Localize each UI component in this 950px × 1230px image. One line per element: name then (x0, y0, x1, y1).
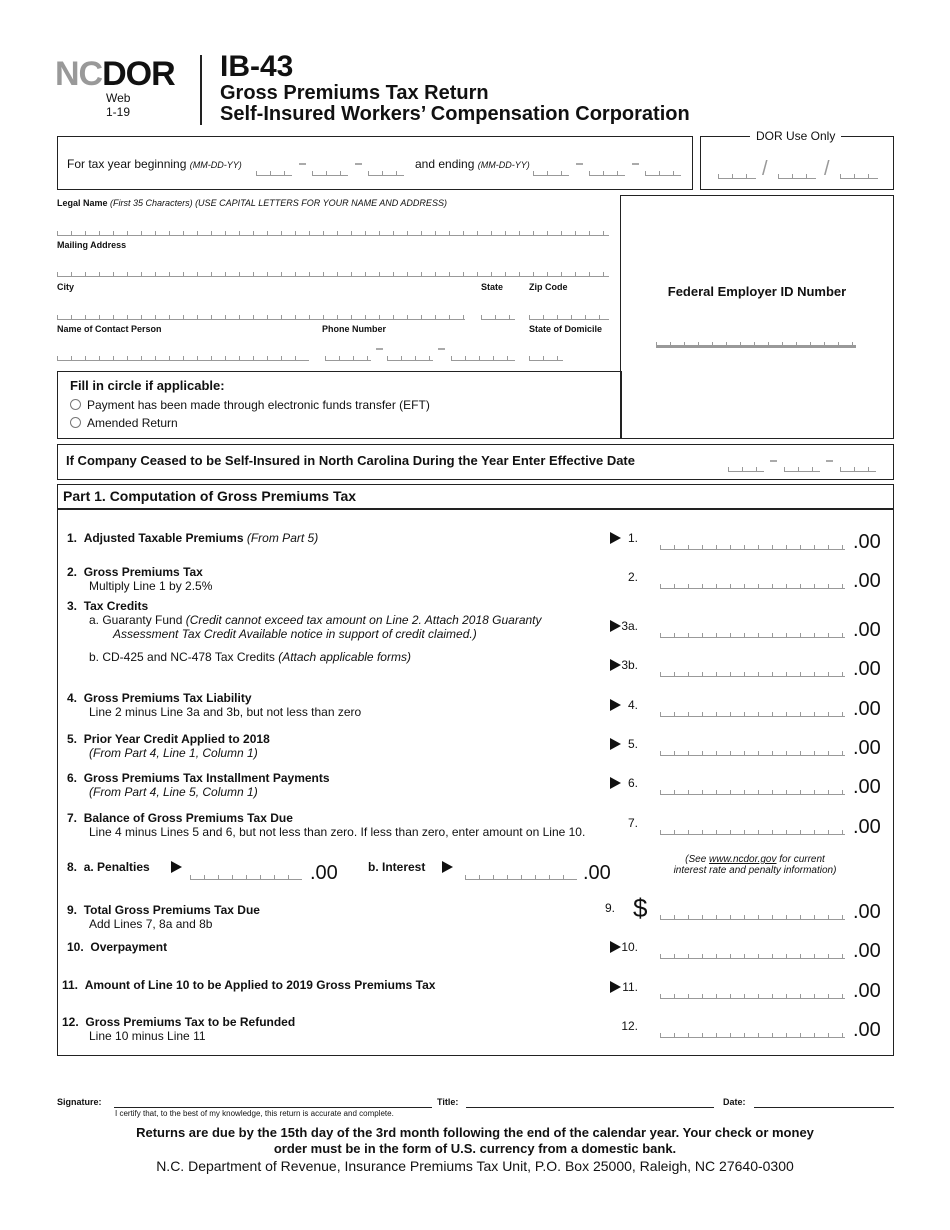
form-number: IB-43 (220, 50, 294, 83)
cents-label: .00 (583, 862, 611, 884)
web-label: Web (106, 91, 131, 105)
domicile-field[interactable] (529, 355, 563, 361)
line-8-label: 8. a. Penalties (67, 860, 150, 874)
cents-label: .00 (853, 816, 881, 838)
amount-field-l9[interactable] (660, 914, 845, 920)
amount-field-l2[interactable] (660, 583, 845, 589)
amended-radio[interactable] (70, 417, 81, 428)
amount-field-l3b[interactable] (660, 671, 845, 677)
signature-field[interactable] (114, 1107, 432, 1108)
begin-dd-field[interactable] (312, 170, 348, 176)
due-notice-1: Returns are due by the 15th day of the 3rd month following the end of the calendar year. Your check or money (136, 1125, 814, 1140)
line-ref-l12: 12. (621, 1019, 638, 1033)
line-ref-l7: 7. (627, 816, 638, 830)
cents-label: .00 (853, 901, 881, 923)
cents-label: .00 (853, 737, 881, 759)
logo-dor: DOR (102, 55, 175, 93)
cents-label: .00 (310, 862, 338, 884)
line-7-label: 7. Balance of Gross Premiums Tax Due Line 4 minus Lines 5 and 6, but not less than zero. If less than zero, enter amount on Line 10. (67, 811, 586, 839)
cents-label: .00 (853, 940, 881, 962)
phone-label: Phone Number (322, 324, 387, 334)
line-ref-l5: 5. (627, 737, 638, 751)
fein-box (620, 195, 894, 439)
dor-dd (778, 173, 816, 179)
title-label: Title: (437, 1097, 459, 1107)
date-field[interactable] (754, 1107, 894, 1108)
amount-field-l10[interactable] (660, 953, 845, 959)
amount-field-l3a[interactable] (660, 632, 845, 638)
cents-label: .00 (853, 619, 881, 641)
line-12-label: 12. Gross Premiums Tax to be Refunded Line 10 minus Line 11 (62, 1015, 296, 1043)
cents-label: .00 (853, 531, 881, 553)
eft-option[interactable] (70, 398, 430, 412)
zip-field[interactable] (529, 314, 609, 320)
logo-nc: NC (55, 55, 103, 93)
contact-field[interactable] (57, 355, 309, 361)
ceased-yy-field[interactable] (840, 466, 876, 472)
cents-label: .00 (853, 776, 881, 798)
line-ref-l2: 2. (627, 570, 638, 584)
ceased-label: If Company Ceased to be Self-Insured in North Carolina During the Year Enter Effective Date (66, 453, 635, 468)
interest-field[interactable] (465, 874, 577, 880)
form-title: Gross Premiums Tax Return (220, 82, 489, 104)
phone-area-field[interactable] (325, 355, 371, 361)
due-notice-2: order must be in the form of U.S. currency from a domestic bank. (273, 1141, 677, 1156)
ceased-mm-field[interactable] (728, 466, 764, 472)
form-subtitle: Self-Insured Workers’ Compensation Corporation (220, 103, 690, 125)
mailing-address-field[interactable] (57, 271, 609, 277)
arrow-icon (171, 861, 182, 873)
line-4-label: 4. Gross Premiums Tax Liability Line 2 minus Line 3a and 3b, but not less than zero (67, 691, 362, 719)
date-label: Date: (723, 1097, 746, 1107)
amended-label: Amended Return (87, 416, 178, 430)
legal-name-label: Legal Name (First 35 Characters) (USE CAPITAL LETTERS FOR YOUR NAME AND ADDRESS) (57, 198, 447, 208)
dollar-sign: $ (633, 893, 648, 923)
dor-use-label: DOR Use Only (750, 129, 841, 143)
line-ref-l3b: 3b. (621, 658, 638, 672)
domicile-label: State of Domicile (529, 324, 603, 334)
header-divider (200, 55, 202, 125)
zip-label: Zip Code (529, 282, 568, 292)
fill-in-title: Fill in circle if applicable: (70, 378, 225, 393)
line-2-label: 2. Gross Premiums Tax Multiply Line 1 by 2.5% (67, 565, 213, 593)
amended-option[interactable] (70, 416, 178, 430)
end-yy-field[interactable] (645, 170, 681, 176)
cents-label: .00 (853, 980, 881, 1002)
end-mm-field[interactable] (533, 170, 569, 176)
legal-name-field[interactable] (57, 230, 609, 236)
end-dd-field[interactable] (589, 170, 625, 176)
line-11-label: 11. Amount of Line 10 to be Applied to 2019 Gross Premiums Tax (62, 978, 436, 992)
city-label: City (57, 282, 75, 292)
eft-radio[interactable] (70, 399, 81, 410)
fein-field[interactable] (656, 342, 856, 348)
part1-title: Part 1. Computation of Gross Premiums Tax (63, 488, 357, 504)
line-ref-l3a: 3a. (621, 619, 638, 633)
eft-label: Payment has been made through electronic funds transfer (EFT) (87, 398, 430, 412)
tax-year-beginning-label: For tax year beginning (MM-DD-YY) (67, 157, 242, 171)
line-ref-l11: 11. (622, 980, 638, 994)
line-1-label: 1. Adjusted Taxable Premiums (From Part 5) (67, 531, 319, 545)
line-9-label: 9. Total Gross Premiums Tax Due Add Lines 7, 8a and 8b (67, 903, 260, 931)
state-label: State (481, 282, 504, 292)
title-field[interactable] (466, 1107, 714, 1108)
rate-note: (See www.ncdor.gov for current interest rate and penalty information) (673, 854, 837, 876)
ncdor-link[interactable]: www.ncdor.gov (709, 854, 777, 865)
line-ref-l6: 6. (627, 776, 638, 790)
dor-yy (840, 173, 878, 179)
mailing-address-label: Mailing Address (57, 240, 127, 250)
arrow-icon (442, 861, 453, 873)
part1-divider (57, 508, 894, 510)
phone-prefix-field[interactable] (387, 355, 433, 361)
dor-use-box (700, 136, 894, 190)
cents-label: .00 (853, 1019, 881, 1041)
amount-field-l7[interactable] (660, 829, 845, 835)
line-ref-l4: 4. (627, 698, 638, 712)
certify-text: I certify that, to the best of my knowledge, this return is accurate and complete. (115, 1109, 394, 1118)
line-6-label: 6. Gross Premiums Tax Installment Payments (From Part 4, Line 5, Column 1) (67, 771, 330, 799)
amount-field-l1[interactable] (660, 544, 845, 550)
interest-label: b. Interest (368, 860, 426, 874)
penalties-field[interactable] (190, 874, 302, 880)
dor-mm (718, 173, 756, 179)
fein-label: Federal Employer ID Number (667, 284, 847, 299)
amount-field-l11[interactable] (660, 993, 845, 999)
line-ref-l1: 1. (627, 531, 638, 545)
cents-label: .00 (853, 698, 881, 720)
line-10-label: 10. Overpayment (67, 940, 168, 954)
line-5-label: 5. Prior Year Credit Applied to 2018 (From Part 4, Line 1, Column 1) (67, 732, 270, 760)
cents-label: .00 (853, 658, 881, 680)
signature-label: Signature: (57, 1097, 102, 1107)
state-field[interactable] (481, 314, 515, 320)
cents-label: .00 (853, 570, 881, 592)
tax-year-ending-label: and ending (MM-DD-YY) (415, 157, 530, 171)
begin-yy-field[interactable] (368, 170, 404, 176)
slash: / (824, 158, 830, 180)
contact-label: Name of Contact Person (57, 324, 162, 334)
line-ref-l10: 10. (621, 940, 638, 954)
amount-field-l6[interactable] (660, 789, 845, 795)
version-label: 1-19 (106, 105, 131, 119)
amount-field-l5[interactable] (660, 750, 845, 756)
line-3-label: 3. Tax Credits a. Guaranty Fund (Credit cannot exceed tax amount on Line 2. Attach 2018 Guaranty Assessment Tax Credit Available notice in support of credit claimed.) b. CD-425 and NC-478 Tax Credits (Attach applicable forms) (67, 599, 542, 664)
line-ref-l9: 9. (604, 901, 615, 915)
city-field[interactable] (57, 314, 465, 320)
amount-field-l12[interactable] (660, 1032, 845, 1038)
ncdor-logo (55, 55, 175, 94)
ceased-dd-field[interactable] (784, 466, 820, 472)
begin-mm-field[interactable] (256, 170, 292, 176)
mailing-address-footer: N.C. Department of Revenue, Insurance Premiums Tax Unit, P.O. Box 25000, Raleigh, NC 27640-0300 (156, 1158, 794, 1174)
amount-field-l4[interactable] (660, 711, 845, 717)
phone-line-field[interactable] (451, 355, 515, 361)
slash: / (762, 158, 768, 180)
